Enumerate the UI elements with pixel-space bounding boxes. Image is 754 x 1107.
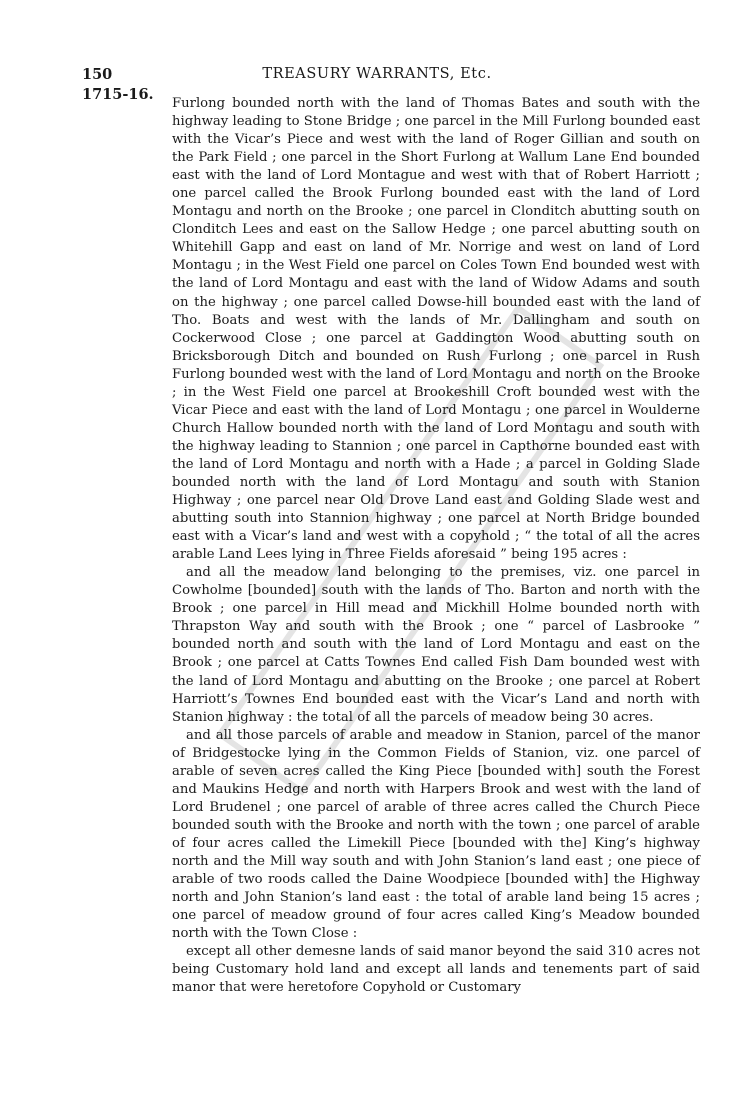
document-body bbox=[172, 95, 700, 997]
paragraph-arable-parcels: Furlong bounded north with the land of Thomas Bates and south with the highway leading to Stone Bridge ; one parcel in the Mill Furlong bounded east with the Vicar’s Piece and west with the land of Roger Gillian and south on the Park Field ; one parcel in the Short Furlong at Wallum Lane End bounded east with the land of Lord Montague and west with that of Robert Harriott ; one parcel called the Brook Furlong bounded east with the land of Lord Montagu and north on the Brooke ; one parcel in Clonditch abutting south on Clonditch Lees and east on the Sallow Hedge ; one parcel abutting south on Whitehill Gapp and east on land of Mr. Norrige and west on land of Lord Montagu ; in the West Field one parcel on Coles Town End bounded west with the land of Lord Montagu and east with the land of Widow Adams and south on the highway ; one parcel called Dowse-hill bounded east with the land of Tho. Boats and west with the lands of Mr. Dallingham and south on Cockerwood Close ; one parcel at Gaddington Wood abutting south on Bricksborough Ditch and bounded on Rush Furlong ; one parcel in Rush Furlong bounded west with the land of Lord Montagu and north on the Brooke ; in the West Field one parcel at Brookeshill Croft bounded west with the Vicar Piece and east with the land of Lord Montagu ; one parcel in Woulderne Church Hallow bounded north with the land of Lord Montagu and south with the highway leading to Stannion ; one parcel in Capthorne bounded east with the land of Lord Montagu and north with a Hade ; a parcel in Golding Slade bounded north with the land of Lord Montagu and south with Stanion Highway ; one parcel near Old Drove Land east and Golding Slade west and abutting south into Stannion highway ; one parcel at North Bridge bounded east with a Vicar’s land and west with a copyhold ; “ the total of all the acres arable Land Lees lying in Three Fields aforesaid ” being 195 acres : bbox=[172, 96, 700, 563]
running-head: TREASURY WARRANTS, Etc. bbox=[262, 66, 492, 82]
paragraph-exceptions: except all other demesne lands of said manor beyond the said 310 acres not being Customary hold land and except all lands and tenements part of said manor that were heretofore Copyhold or Customary bbox=[172, 944, 700, 996]
paragraph-stanion-parcels: and all those parcels of arable and meadow in Stanion, parcel of the manor of Bridgestocke lying in the Common Fields of Stanion, viz. one parcel of arable of seven acres called the King Piece [bounded with] south the Forest and Maukins Hedge and north with Harpers Brook and west with the land of Lord Brudenel ; one parcel of arable of three acres called the Church Piece bounded south with the Brooke and north with the town ; one parcel of arable of four acres called the Limekill Piece [bounded with the] King’s highway north and the Mill way south and with John Stanion’s land east ; one piece of arable of two roods called the Daine Woodpiece [bounded with] the Highway north and John Stanion’s land east : the total of arable land being 15 acres ; one parcel of meadow ground of four acres called King’s Meadow bounded north with the Town Close : bbox=[172, 727, 700, 942]
margin-year: 1715-16. bbox=[82, 86, 154, 103]
page-number: 150 bbox=[82, 66, 113, 83]
paragraph-meadow-land: and all the meadow land belonging to the premises, viz. one parcel in Cowholme [bounded] south with the lands of Tho. Barton and north with the Brook ; one parcel in Hill mead and Mickhill Holme bounded north with Thrapston Way and south with the Brook ; one “ parcel of Lasbrooke ” bounded north and south with the land of Lord Montagu and east on the Brook ; one parcel at Catts Townes End called Fish Dam bounded west with the land of Lord Montagu and abutting on the Brooke ; one parcel at Robert Harriott’s Townes End bounded east with the Vicar’s Land and north with Stanion highway : the total of all the parcels of meadow being 30 acres. bbox=[172, 565, 700, 725]
